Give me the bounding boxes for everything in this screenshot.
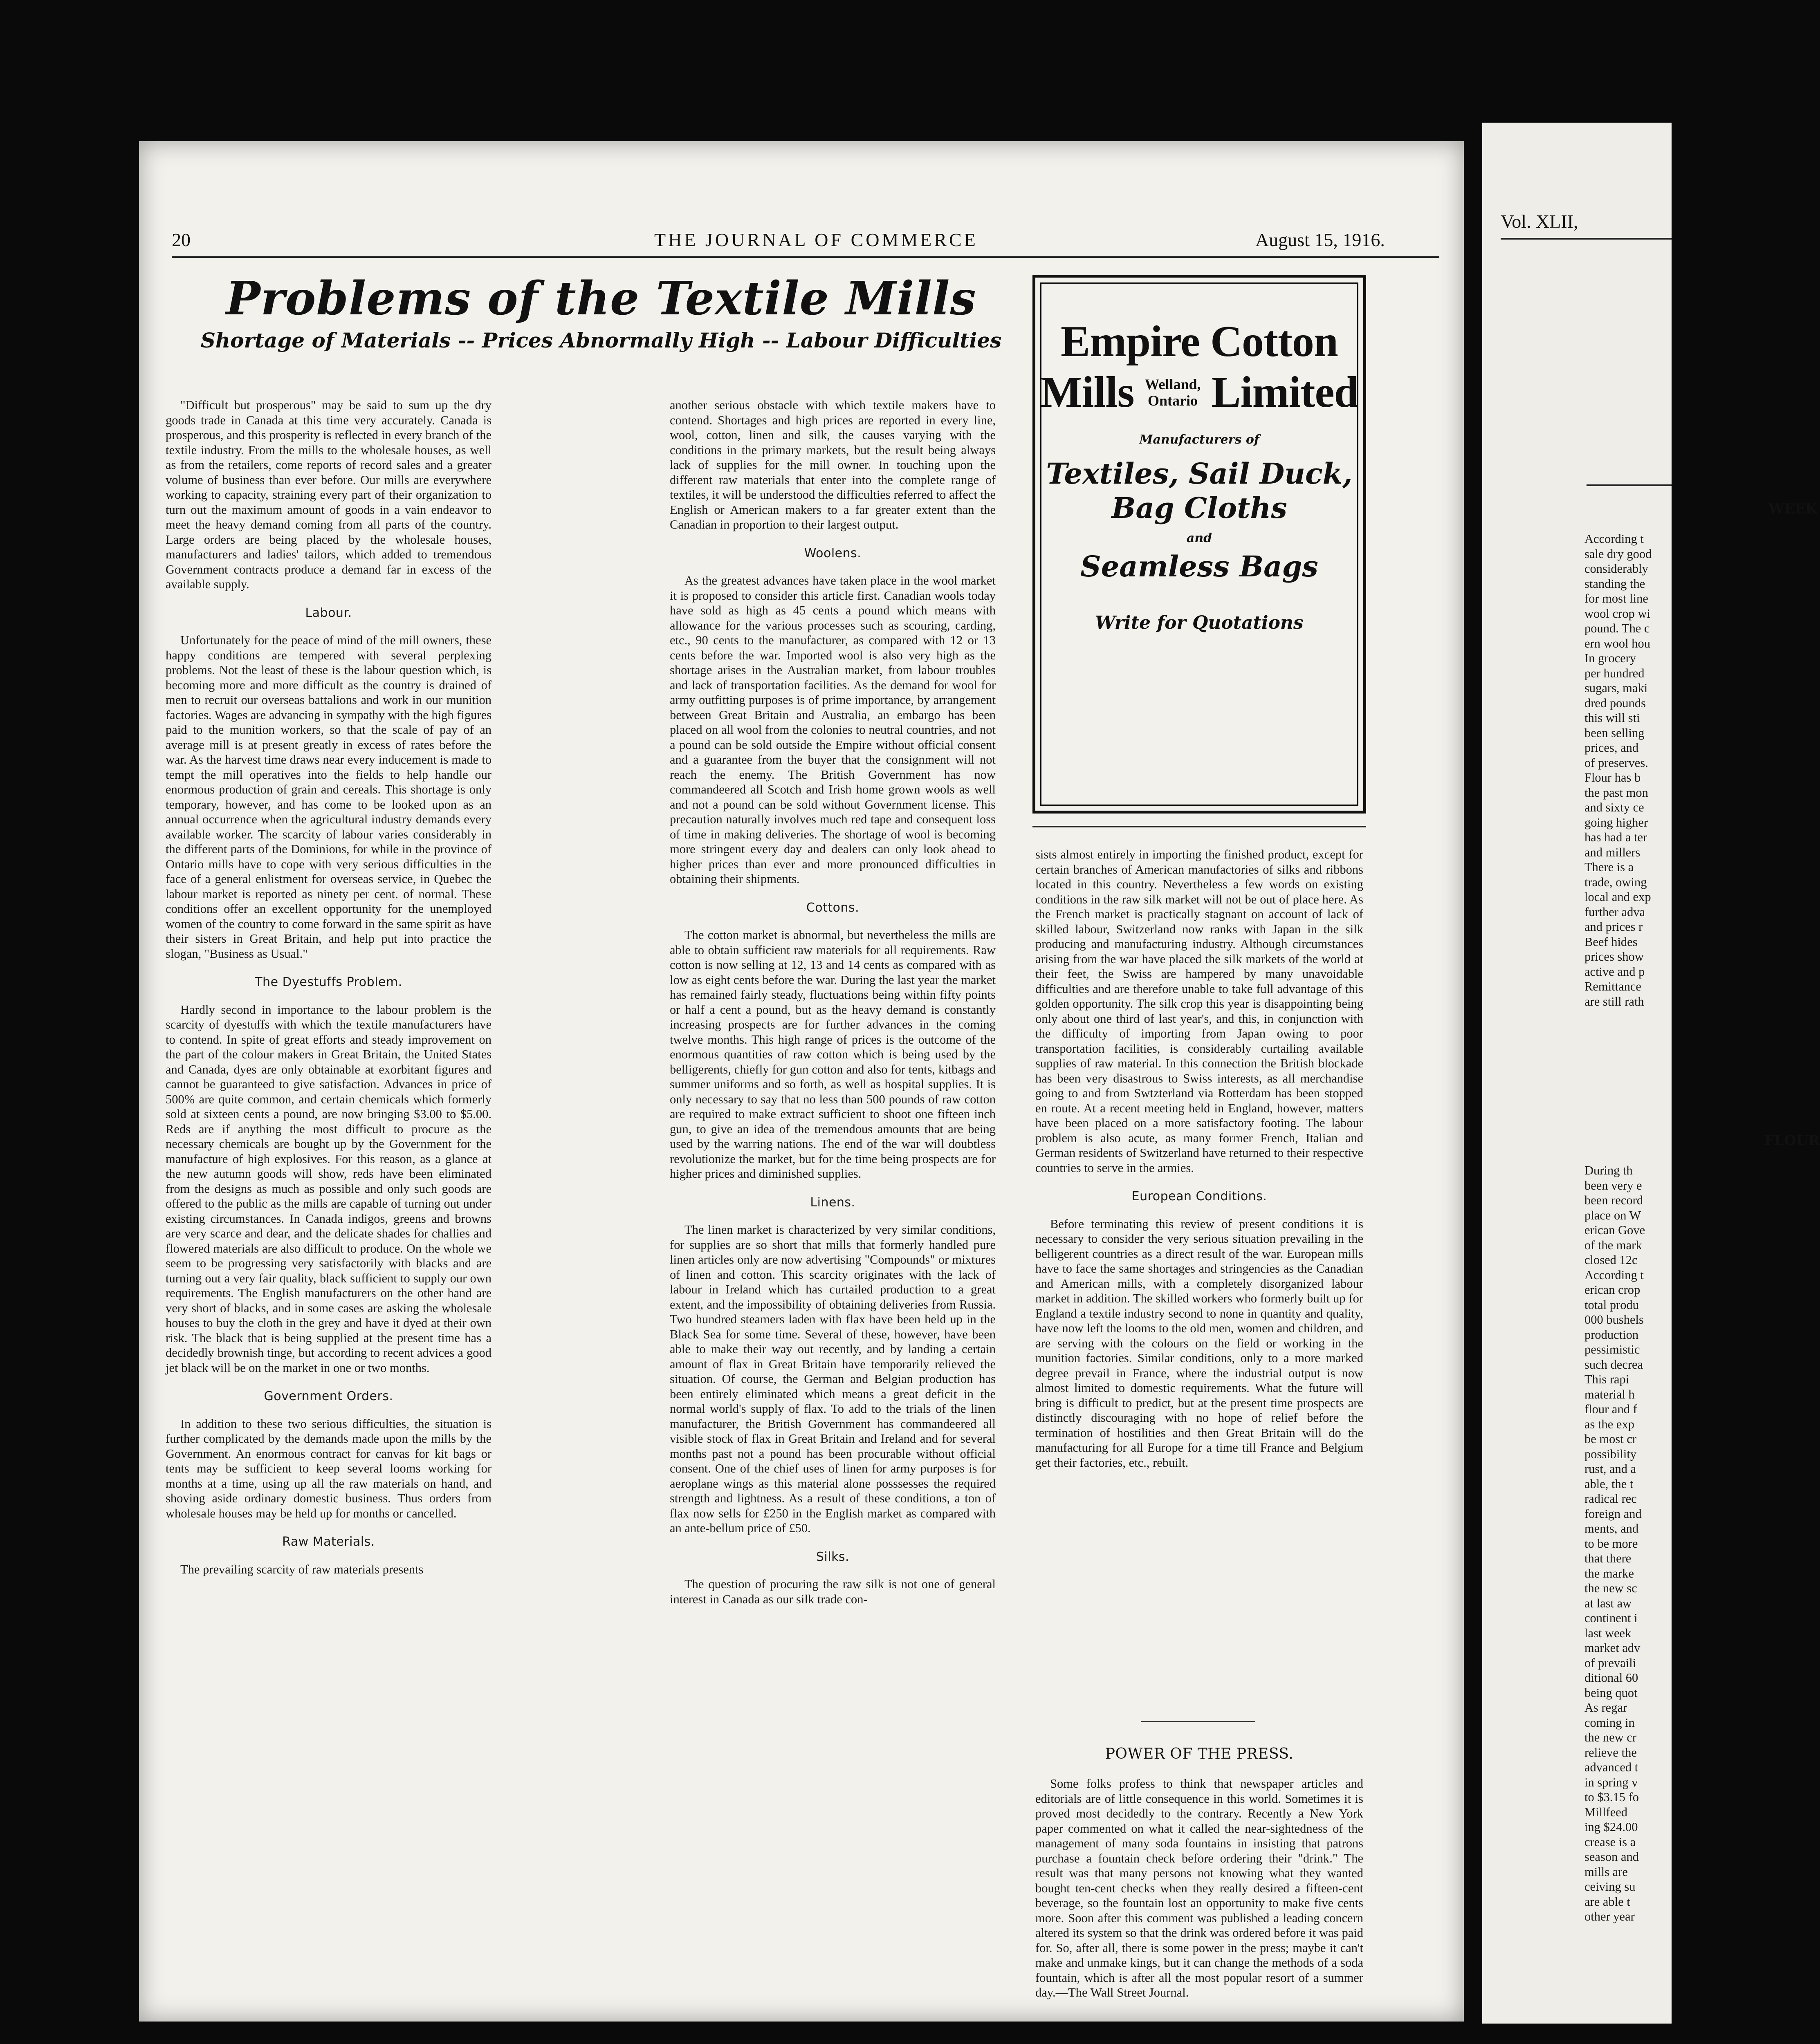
next-page-text-line: going higher [1584, 815, 1648, 829]
next-page-fragment [1482, 123, 1820, 2024]
section-heading-raw-materials: Raw Materials. [282, 1535, 375, 1549]
next-page-text-line: been selling [1584, 726, 1645, 740]
ad-location-city: Welland, [1145, 376, 1201, 392]
next-page-text-line: the marke [1584, 1566, 1634, 1580]
paragraph: sists almost entirely in importing the finished product, except for certain branches of American manufactories of silks and ribbons located in this country. Nevertheless a few words on existing conditions in the raw silk market will not be out of place here. As the French market is practically stagnant on account of lack of skilled labour, Switzerland now ranks with Japan in the silk producing and manufacturing industry. Although circumstances arising from the war have placed the silk markets of the world at their feet, the Swiss are hampered by many unavoidable difficulties and are therefore unable to take full advantage of this golden opportunity. The silk crop this year is disappointing being only about one third of last year's, and this, in conjunction with the difficulty of importing from Japan owing to poor transportation facilities, is considerably curtailing available supplies of raw material. In this connection the British blockade has been very disastrous to Swiss interests, as all merchandise going to and from Swtzterland via Rotterdam has been stopped en route. At a recent meeting held in England, however, matters have been placed on a more satisfactory footing. The labour problem is also acute, as many former French, Italian and German residents of Switzerland have returned to their respective countries to serve in the armies. [1035, 847, 1363, 1175]
next-page-text-line: advanced t [1584, 1760, 1638, 1774]
journal-name: THE JOURNAL OF COMMERCE [654, 229, 978, 250]
paragraph: The cotton market is abnormal, but nevertheless the mills are able to obtain sufficient raw materials for all requirements. Raw cotton is now selling at 12, 13 and 14 cents as compared with as low as eight cents before the war. During the last year the market has remained fairly steady, fluctuations being within fifty points or half a cent a pound, but as the heavy demand is constantly increasing prospects are for further advances in the coming twelve months. This high range of prices is the outcome of the enormous quantities of raw cotton which is being used by the belligerents, chiefly for gun cotton and also for tents, kitbags and summer uniforms and so forth, as well as hospital supplies. It is only necessary to say that no less than 500 pounds of raw cotton are required to make extract sufficient to shoot one fifteen inch gun, to give an idea of the tremendous amounts that are being used by the warring nations. The end of the war will doubtless revolutionize the market, but for the time being prospects are for higher prices and diminished supplies. [670, 928, 996, 1181]
next-page-text-line: Millfeed [1584, 1805, 1628, 1819]
next-page-text-line: the new cr [1584, 1730, 1637, 1744]
ad-mills: Mills [1040, 368, 1134, 417]
next-page-text-line: this will sti [1584, 711, 1640, 725]
next-page-text-line: crease is a [1584, 1835, 1636, 1849]
next-page-text-line: active and p [1584, 964, 1645, 979]
next-page-text-line: This rapi [1584, 1372, 1629, 1386]
paragraph: The linen market is characterized by very similar conditions, for supplies are so short that mills that formerly handled pure linen articles only are now advertising "Compounds" or mixtures of linen and cotton. This scarcity originates with the lack of labour in Ireland which has curtailed production to a great extent, and the impossibility of obtaining deliveries from Russia. Two hundred steamers laden with flax have been held up in the Black Sea for some time. Several of these, however, have been able to make their way out recently, and by landing a certain amount of flax in Great Britain have temporarily relieved the situation. Of course, the German and Belgian production has been entirely eliminated which means a great deficit in the normal world's supply of flax. To add to the trials of the linen manufacturer, the British Government has commandeered all visible stock of flax in Great Britain and Ireland and for several months past not a pound has been procurable without official consent. One of the chief uses of linen for army purposes is for aeroplane wings as this material alone posssesses the required strength and lightness. As a result of these conditions, a ton of flax now sells for £250 in the English market as compared with an ante-bellum price of £50. [670, 1223, 996, 1535]
next-page-text-line: local and exp [1584, 890, 1651, 904]
next-page-text-line: closed 12c [1584, 1253, 1638, 1267]
next-page-text-line: ditional 60 [1584, 1671, 1638, 1685]
next-page-text-line: other year [1584, 1910, 1635, 1923]
next-page-text-line: and millers [1584, 845, 1640, 859]
next-page-text-line: radical rec [1584, 1492, 1637, 1506]
header-rule [172, 256, 1439, 258]
ad-limited: Limited [1211, 368, 1358, 417]
next-page-text-line: been record [1584, 1193, 1643, 1207]
next-page-text-line: season and [1584, 1850, 1639, 1864]
next-page-text-line: Remittance [1584, 979, 1641, 993]
next-page-text-line: to $3.15 fo [1584, 1790, 1639, 1804]
section-heading-european: European Conditions. [1131, 1189, 1267, 1204]
section-heading-silks: Silks. [816, 1549, 850, 1564]
press-article-title: POWER OF THE PRESS. [1105, 1746, 1294, 1762]
next-page-text-line: prices, and [1584, 741, 1639, 755]
ad-manufacturers-of: Manufacturers of [1139, 433, 1259, 447]
ad-company-line2 [1041, 367, 1357, 418]
next-page-text-line: ing $24.00 [1584, 1820, 1638, 1834]
article-column-2 [670, 398, 996, 1612]
paragraph: "Difficult but prosperous" may be said to sum up the dry goods trade in Canada at this time very accurately. Canada is prosperous, and this prosperity is reflected in every branch of the textile industry. From the mills to the wholesale houses, as well as from the retailers, come reports of record sales and a greater volume of business than ever before. Our mills are everywhere working to capacity, straining every part of their organization to turn out the maximum amount of goods in a vain endeavor to meet the heavy demand coming from all parts of the country. Large orders are being placed by the wholesale houses, manufacturers and ladies' tailors, which added to tremendous Government contracts produce a demand far in excess of the available supply. [166, 398, 491, 591]
paragraph: As the greatest advances have taken place in the wool market it is proposed to consider this article first. Canadian wools today have sold as high as 45 cents a pound which means with allowance for the various processes such as scouring, carding, etc., 90 cents to the manufacturer, as compared with 12 or 13 cents before the war. Imported wool is also very high as the shortage arises in the Australian market, from labour troubles and lack of transportation facilities. As the demand for wool for army outfitting purposes is of prime importance, by arrangement between Great Britain and Australia, an embargo has been placed on all wool from the colonies to neutral countries, and not a pound can be sold outside the Empire without official consent and a guarantee from the buyer that the consignment will not reach the enemy. The British Government has now commandeered all Scotch and Irish home grown wools as well and not a pound can be sold without Government license. This precaution naturally involves much red tape and consequent loss of time in making deliveries. The shortage of wool is becoming more stringent every day and dealers can only look ahead to higher prices than ever and more pronounced difficulties in obtaining their shipments. [670, 574, 996, 886]
ad-and: and [1186, 531, 1212, 545]
next-page-heading-flour: FLOUR [1764, 1132, 1820, 1149]
paragraph: In addition to these two serious difficulties, the situation is further complicated by the demands made upon the mills by the Government. An enormous contract for canvas for kit bags or tents may be sufficient to keep several looms working for months at a time, using up all the raw materials on hand, and shoving aside ordinary domestic business. Thus orders from wholesale houses may be held up for months or cancelled. [166, 1416, 491, 1520]
press-separator-rule [1141, 1721, 1255, 1722]
next-page-text-line: Flour has b [1584, 771, 1641, 784]
next-page-text-line: ern wool hou [1584, 636, 1650, 650]
ad-product-2: Bag Cloths [1111, 491, 1287, 525]
next-page-text-line: of prevaili [1584, 1656, 1636, 1670]
next-page-heading-week: WEEK [1768, 501, 1818, 517]
next-page-text-line: market adv [1584, 1641, 1640, 1655]
next-page-text-line: able, the t [1584, 1477, 1634, 1491]
next-page-text-line: further adva [1584, 905, 1645, 919]
paragraph: Hardly second in importance to the labour problem is the scarcity of dyestuffs with which the textile manufacturers have to contend. In spite of great efforts and steady improvement on the part of the colour makers in Great Britain, the United States and Canada, dyes are only obtainable at exorbitant figures and cannot be guaranteed to give satisfaction. Advances in price of 500% are quite common, and certain chemicals which formerly sold at sixteen cents a pound, are now bringing $3.00 to $5.00. Reds are if anything the most difficult to procure as the necessary chemicals are bought up by the Government for the manufacture of high explosives. For this reason, as a glance at the new autumn goods will show, reds have been eliminated from the designs as much as possible and only such goods are offered to the public as the mills are capable of turning out under existing circumstances. In Canada indigos, greens and browns are very scarce and dear, and the delicate shades for challies and flowered materials are also difficult to produce. On the whole we seem to be progressing very satisfactorily with blacks and are turning out a very fair quality, black sufficient to supply our own requirements. The English manufacturers on the other hand are very short of blacks, and in some cases are asking the wholesale houses to buy the cloth in the grey and have it dyed at their own risk. The black that is being supplied at the present time has a decidedly brownish tinge, but according to recent advices a good jet black will be on the market in one or two months. [166, 1002, 491, 1375]
next-page-header: Vol. XLII, [1501, 211, 1578, 232]
next-page-text-line: There is a [1584, 860, 1634, 874]
next-page-section-rule [1587, 484, 1672, 486]
next-page-column-part-1 [1584, 531, 1748, 1009]
next-page-text-line: ceiving su [1584, 1880, 1636, 1894]
next-page-text-line: rust, and a [1584, 1462, 1636, 1476]
next-page-text-line: production [1584, 1327, 1639, 1342]
next-page-column-part-2 [1584, 1163, 1748, 1924]
ad-location-province: Ontario [1148, 392, 1198, 409]
next-page-text-line: standing the [1584, 576, 1645, 591]
ad-product-1: Textiles, Sail Duck, [1046, 457, 1353, 491]
paragraph: Unfortunately for the peace of mind of the mill owners, these happy conditions are tempered with several perplexing problems. Not the least of these is the labour question which, is becoming more and more difficult as the country is drained of men to recruit our overseas battalions and work in our munition factories. Wages are advancing in sympathy with the high figures paid to the munition workers, so that the scale of pay of an average mill is at present greatly in excess of rates before the war. As the harvest time draws near every inducement is made to tempt the mill operatives into the fields to help handle our enormous production of grain and cereals. This shortage is only temporary, however, and has come to be looked upon as an annual occurrence when the agricultural industry demands every available worker. The scarcity of labour varies considerably in the different parts of the Dominions, for while in the province of Ontario mills have to cope with very serious difficulties in the face of a general enlistment for overseas service, in Quebec the labour market is reported as ninety per cent. of normal. These conditions offer an excellent opportunity for the unemployed women of the country to come forward in the same spirit as have their sisters in Great Britain, and help put into practice the slogan, "Business as Usual." [166, 633, 491, 961]
next-page-text-line: According t [1584, 532, 1644, 546]
next-page-text-line: of preserves. [1584, 755, 1648, 770]
page-number: 20 [172, 229, 191, 250]
article-column-1 [166, 398, 491, 1582]
paragraph: The prevailing scarcity of raw materials presents [180, 1562, 424, 1576]
ad-company-name: Empire Cotton [1061, 317, 1338, 366]
next-page-text-line: wool crop wi [1584, 606, 1650, 621]
next-page-text-line: and sixty ce [1584, 800, 1644, 814]
next-page-text-line: as the exp [1584, 1417, 1634, 1431]
next-page-text-line: be most cr [1584, 1432, 1637, 1446]
next-page-text-line: coming in [1584, 1715, 1635, 1730]
section-heading-cottons: Cottons. [806, 900, 860, 915]
next-page-text-line: of the mark [1584, 1238, 1642, 1252]
article-column-3 [1035, 847, 1363, 1476]
article-subtitle: Shortage of Materials -- Prices Abnormally High -- Labour Difficulties [200, 328, 1002, 352]
next-page-text-line: relieve the [1584, 1745, 1637, 1759]
next-page-text-line: and prices r [1584, 920, 1643, 934]
next-page-text-line: being quot [1584, 1685, 1638, 1700]
next-page-text-line: total produ [1584, 1298, 1639, 1312]
next-page-text-line: are still rath [1584, 994, 1644, 1009]
next-page-text-line: been very e [1584, 1178, 1642, 1192]
next-page-text-line: prices show [1584, 950, 1644, 964]
next-page-text-line: dred pounds [1584, 696, 1646, 710]
next-page-text-line: erican Gove [1584, 1223, 1645, 1237]
next-page-text-line: flour and f [1584, 1402, 1637, 1416]
paragraph: Some folks profess to think that newspaper articles and editorials are of little consequence in this world. Sometimes it is proved most decidedly to the contrary. Recently a New York paper commented on what it called the near-sightedness of the management of many soda fountains in insisting that patrons purchase a fountain check before ordering their "drink." The result was that many persons not knowing what they wanted bought ten-cent checks when they really desired a fifteen-cent beverage, so the fountain lost an opportunity to make five cents more. Soon after this comment was published a leading concern altered its system so that the drink was ordered before it was paid for. So, after all, there is some power in the press; maybe it can't make and unmake kings, but it can change the methods of a soda fountain, which is after all the most popular resort of a summer day.—The Wall Street Journal. [1035, 1777, 1363, 1999]
paragraph: Before terminating this review of present conditions it is necessary to consider the very serious situation prevailing in the belligerent countries as a direct result of the war. European mills have to face the same shortages and stringencies as the Canadian and American mills, with a completely disorganized labour market in addition. The skilled workers who formerly built up for England a textile industry second to none in quantity and quality, have now left the looms to the old men, women and children, and are serving with the colours on the field or working in the munition factories. Similar conditions, only to a more marked degree prevail in France, where the industrial output is now almost limited to domestic requirements. What the future will bring is difficult to predict, but at the present time prospects are distinctly discouraging with no hope of relief before the termination of hostilities and then Great Britain will do the manufacturing for all Europe for a time till France and Belgium get their factories, etc., rebuilt. [1035, 1217, 1363, 1470]
press-article-column [1035, 1776, 1363, 2006]
next-page-text-line: During th [1584, 1163, 1633, 1177]
next-page-text-line: place on W [1584, 1208, 1641, 1222]
next-page-text-line: foreign and [1584, 1506, 1642, 1521]
next-page-text-line: that there [1584, 1551, 1631, 1565]
ad-product-3: Seamless Bags [1080, 549, 1318, 583]
next-page-text-line: 000 bushels [1584, 1313, 1644, 1327]
next-page-text-line: the new sc [1584, 1581, 1637, 1595]
next-page-text-line: erican crop [1584, 1283, 1640, 1297]
next-page-header-rule [1501, 238, 1672, 240]
next-page-text-line: possibility [1584, 1447, 1637, 1461]
next-page-text-line: last week [1584, 1626, 1631, 1640]
next-page-text-line: According t [1584, 1268, 1644, 1282]
next-page-text-line: sugars, maki [1584, 681, 1648, 695]
section-heading-linens: Linens. [810, 1195, 855, 1210]
paragraph: The question of procuring the raw silk is not one of general interest in Canada as our silk trade con- [670, 1577, 996, 1606]
section-heading-government: Government Orders. [264, 1389, 393, 1403]
ad-call-to-action: Write for Quotations [1095, 612, 1304, 633]
next-page-text-line: per hundred [1584, 666, 1645, 680]
article-title: Problems of the Textile Mills [226, 272, 976, 325]
section-heading-labour: Labour. [305, 605, 352, 620]
next-page-text-line: trade, owing [1584, 875, 1647, 889]
paragraph: another serious obstacle with which textile makers have to contend. Shortages and high prices are reported in every line, wool, cotton, linen and silk, the causes varying with the conditions in the primary markets, but the result being always lack of supplies for the mill owner. In touching upon the different raw materials that enter into the complete range of textiles, it will be understood the difficulties referred to affect the English or American makers to a far greater extent than the Canadian in proportion to their largest output. [670, 398, 996, 531]
next-page-text-line: has had a ter [1584, 830, 1647, 844]
next-page-text-line: the past mon [1584, 785, 1648, 800]
next-page-text-line: continent i [1584, 1611, 1638, 1625]
advertisement-box [1032, 275, 1366, 814]
advertisement-inner-border [1040, 282, 1358, 806]
next-page-text-line: In grocery [1584, 651, 1636, 665]
section-heading-dyestuffs: The Dyestuffs Problem. [255, 975, 402, 989]
next-page-text-line: are able t [1584, 1894, 1630, 1909]
section-heading-woolens: Woolens. [804, 546, 862, 560]
next-page-text-line: such decrea [1584, 1357, 1643, 1372]
ad-bottom-rule [1032, 826, 1366, 827]
next-page-text-line: pound. The c [1584, 621, 1650, 635]
newspaper-page [139, 141, 1464, 2022]
next-page-text-line: sale dry good [1584, 547, 1652, 561]
issue-date: August 15, 1916. [1255, 229, 1385, 250]
next-page-text-line: As regar [1584, 1701, 1627, 1715]
next-page-text-line: Beef hides [1584, 935, 1638, 949]
next-page-text-line: material h [1584, 1387, 1635, 1401]
next-page-text-line: considerably [1584, 562, 1648, 576]
next-page-text-line: ments, and [1584, 1522, 1639, 1535]
ad-location [1145, 376, 1201, 409]
next-page-text-line: to be more [1584, 1536, 1638, 1551]
next-page-text-line: at last aw [1584, 1596, 1632, 1610]
next-page-text-line: pessimistic [1584, 1342, 1640, 1356]
next-page-text-line: in spring v [1584, 1775, 1638, 1789]
next-page-text-line: for most line [1584, 592, 1648, 605]
next-page-text-line: mills are [1584, 1865, 1628, 1879]
